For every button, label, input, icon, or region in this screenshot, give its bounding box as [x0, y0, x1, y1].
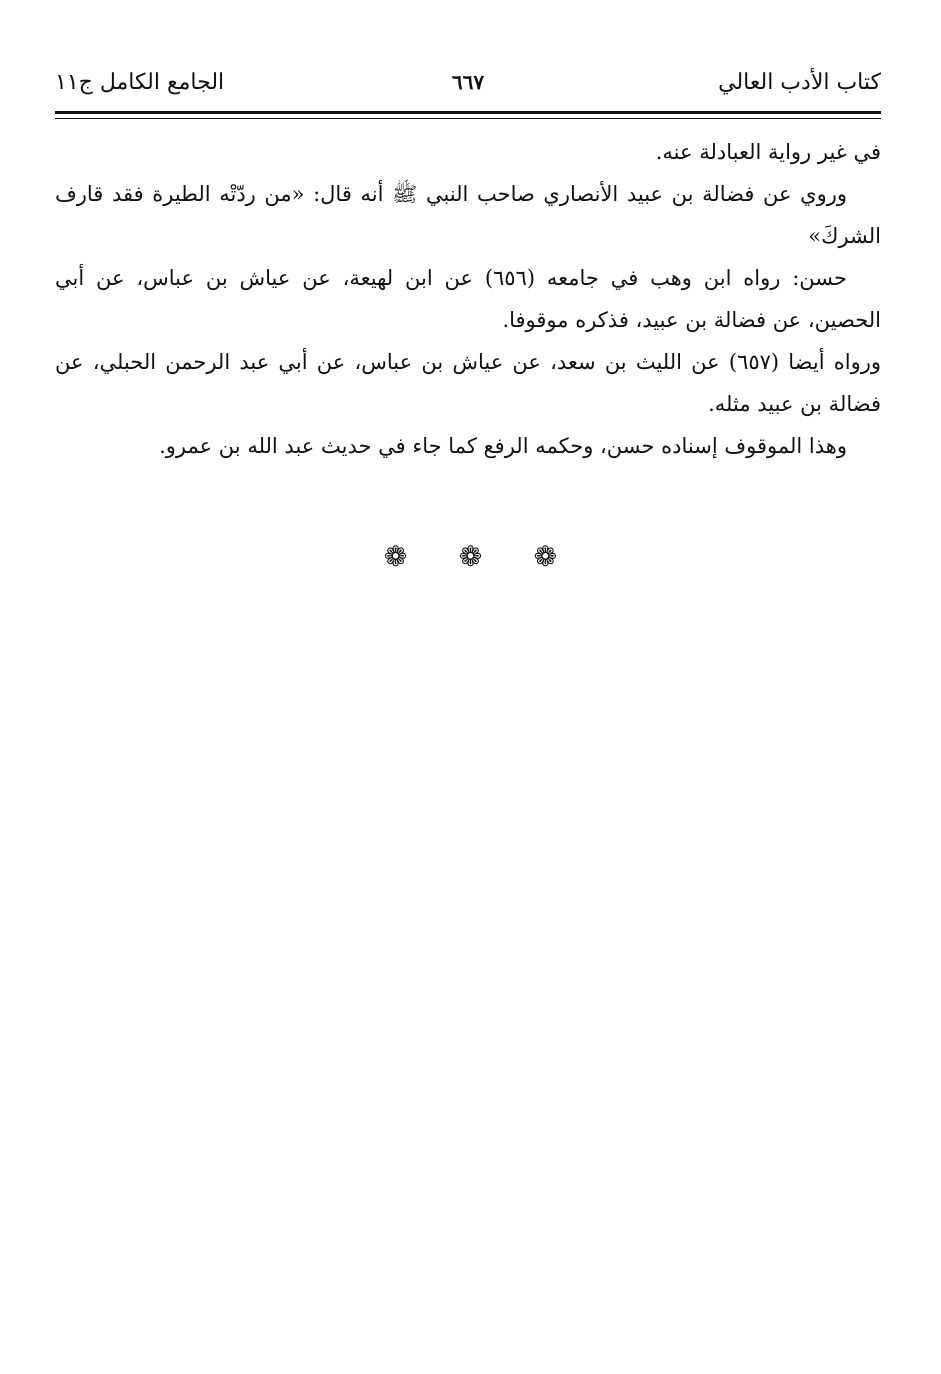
header-rule-thick: [55, 111, 881, 114]
section-divider: [0, 540, 941, 573]
running-head: [55, 62, 881, 102]
floral-ornament-icon: ❁: [533, 540, 558, 573]
page-body: [55, 131, 881, 467]
floral-ornament-icon: ❁: [458, 540, 483, 573]
header-rule-thin: [55, 118, 881, 119]
paragraph-grading: حسن: رواه ابن وهب في جامعه (٦٥٦) عن ابن لهيعة، عن عياش بن عباس، عن أبي الحصين، عن فضالة بن عبيد، فذكره موقوفا.: [55, 266, 881, 332]
paragraph-hadith: وروي عن فضالة بن عبيد الأنصاري صاحب النبي ﷺ أنه قال: «من ردّتْه الطيرة فقد قارف الشركَ»: [55, 182, 881, 248]
book-title: كتاب الأدب العالي: [718, 70, 881, 95]
floral-ornament-icon: ❁: [383, 540, 408, 573]
paragraph-continuation: في غير رواية العبادلة عنه.: [655, 140, 881, 164]
paragraph-second-route: ورواه أيضا (٦٥٧) عن الليث بن سعد، عن عياش بن عباس، عن أبي عبد الرحمن الحبلي، عن فضالة بن عبيد مثله.: [55, 350, 882, 416]
collection-title: الجامع الكامل ج١١: [55, 70, 225, 95]
page-number: ٦٦٧: [451, 70, 485, 94]
paragraph-conclusion: وهذا الموقوف إسناده حسن، وحكمه الرفع كما جاء في حديث عبد الله بن عمرو.: [159, 434, 847, 458]
